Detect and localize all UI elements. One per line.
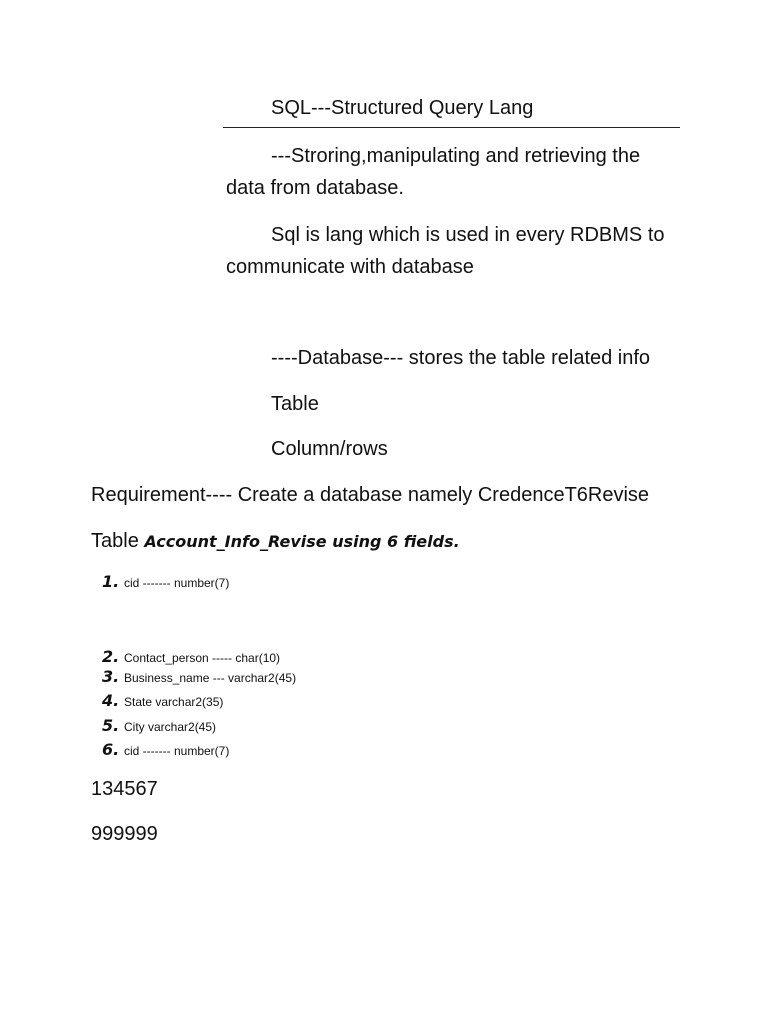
value-2: 999999 <box>91 823 158 845</box>
column-rows: Column/rows <box>271 438 388 460</box>
field-item-6 <box>102 741 229 760</box>
table-spec <box>91 529 460 554</box>
requirement: Requirement---- Create a database namely CredenceT6Revise <box>91 484 650 506</box>
field-item-5 <box>102 717 216 736</box>
field-number: 4. <box>102 691 120 710</box>
field-text: Contact_person ----- char(10) <box>124 651 281 665</box>
heading: SQL---Structured Query Lang <box>271 97 534 119</box>
field-text: Business_name --- varchar2(45) <box>124 671 297 685</box>
field-item-2 <box>102 648 280 667</box>
definition-line-2: data from database. <box>226 177 404 199</box>
field-item-3 <box>102 668 296 687</box>
field-text: State varchar2(35) <box>124 695 224 709</box>
field-text: cid ------- number(7) <box>124 744 230 758</box>
field-number: 5. <box>102 716 120 735</box>
usage-line-1: Sql is lang which is used in every RDBMS to <box>271 224 665 246</box>
field-number: 1. <box>102 572 120 591</box>
field-text: cid ------- number(7) <box>124 576 230 590</box>
field-number: 3. <box>102 667 120 686</box>
field-number: 2. <box>102 647 120 666</box>
heading-underline <box>223 127 680 128</box>
field-number: 6. <box>102 740 120 759</box>
field-text: City varchar2(45) <box>124 720 217 734</box>
table-spec-prefix: Table <box>91 530 139 552</box>
usage-line-2: communicate with database <box>226 256 474 278</box>
table-word: Table <box>271 393 319 415</box>
value-1: 134567 <box>91 778 158 800</box>
table-spec-name: Account_Info_Revise using 6 fields. <box>144 532 460 551</box>
definition-line-1: ---Stroring,manipulating and retrieving the <box>271 145 641 167</box>
field-item-1 <box>102 573 229 592</box>
field-item-4 <box>102 692 223 711</box>
database-line: ----Database--- stores the table related info <box>271 347 651 369</box>
